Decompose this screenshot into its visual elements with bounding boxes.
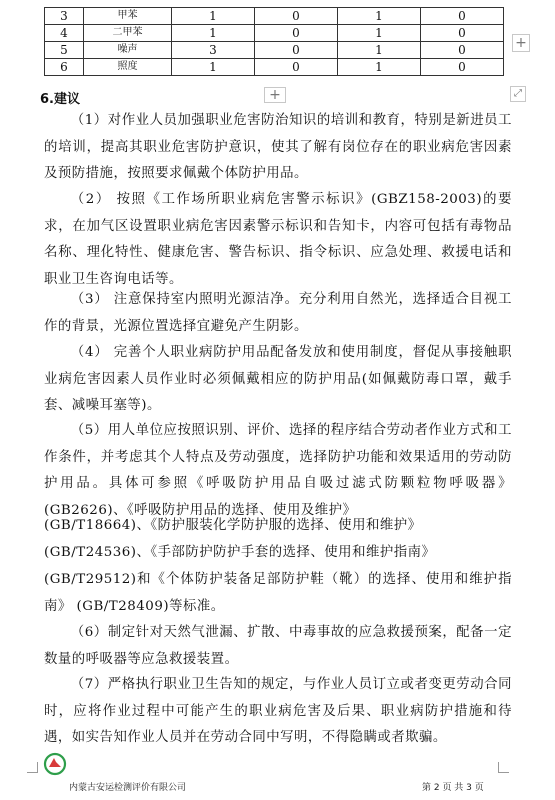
table-cell: 噪声: [84, 42, 172, 59]
paragraph-7: （7）严格执行职业卫生告知的规定，与作业人员订立或者变更劳动合同时，应将作业过程中可能产生的职业病危害及后果、职业病防护措施和待遇，如实告知作业人员并在劳动合同中写明，不得隐瞒或者欺骗。: [44, 677, 512, 745]
table-cell: 1: [338, 8, 421, 25]
table-cell: 1: [172, 8, 255, 25]
table-cell: 0: [255, 25, 338, 42]
table-row: [45, 42, 504, 59]
paragraph-1: （1）对作业人员加强职业危害防治知识的培训和教育，特别是新进员工的培训，提高其职业危害防护意识，使其了解有岗位存在的职业病危害因素及预防措施，按照要求佩戴个体防护用品。: [44, 113, 512, 181]
table-cell: 1: [172, 25, 255, 42]
table-cell: 0: [421, 42, 504, 59]
add-row-button[interactable]: [264, 87, 286, 103]
table-row: [45, 8, 504, 25]
table-cell: 甲苯: [84, 8, 172, 25]
table-cell: 4: [45, 25, 84, 42]
paragraph-3: （3） 注意保持室内照明光源洁净。充分利用自然光，选择适合目视工作的背景，光源位置选择宜避免产生阴影。: [44, 292, 512, 334]
table-row: [45, 25, 504, 42]
company-logo: [42, 752, 68, 776]
plus-icon: +: [515, 35, 527, 51]
add-column-button[interactable]: [512, 34, 530, 52]
footer-company: 内蒙古安运检测评价有限公司: [69, 783, 187, 793]
table-cell: 0: [255, 59, 338, 76]
table-cell: 0: [255, 42, 338, 59]
table-cell: 1: [338, 42, 421, 59]
table-cell: 3: [45, 8, 84, 25]
footer-page-number: 第 2 页 共 3 页: [422, 783, 484, 793]
crop-mark: [27, 762, 38, 773]
table-cell: 0: [255, 8, 338, 25]
table-resize-handle[interactable]: [510, 86, 526, 102]
paragraph-5-cont-1: (GB/T18664)、《防护服装化学防护服的选择、使用和维护》: [44, 518, 422, 533]
table-cell: 0: [421, 25, 504, 42]
table-cell: 照度: [84, 59, 172, 76]
table-cell: 6: [45, 59, 84, 76]
results-table: [44, 7, 504, 76]
table-cell: 1: [338, 25, 421, 42]
resize-icon: ⤢: [514, 88, 522, 99]
table-row: [45, 59, 504, 76]
paragraph-5: （5）用人单位应按照识别、评价、选择的程序结合劳动者作业方式和工作条件，并考虑其个人特点及劳动强度，选择防护功能和效果适用的劳动防护用品。具体可参照《呼吸防护用品自吸过滤式防颗粒物呼吸器》 (GB2626)、《呼吸防护用品的选择、使用及维护》: [44, 423, 512, 518]
paragraph-5-cont-3: (GB/T29512)和《个体防护装备足部防护鞋（靴）的选择、使用和维护指南》 (GB/T28409)等标准。: [44, 572, 512, 614]
table-cell: 0: [421, 8, 504, 25]
table-cell: 5: [45, 42, 84, 59]
paragraph-5-cont-2: (GB/T24536)、《手部防护防护手套的选择、使用和维护指南》: [44, 545, 436, 560]
table-cell: 1: [338, 59, 421, 76]
section-heading: 6.建议: [40, 92, 80, 107]
paragraph-4: （4） 完善个人职业病防护用品配备发放和使用制度，督促从事接触职业病危害因素人员作业时必须佩戴相应的防护用品(如佩戴防毒口罩，戴手套、减噪耳塞等)。: [44, 345, 512, 413]
crop-mark: [498, 762, 509, 773]
table-cell: 0: [421, 59, 504, 76]
paragraph-6: （6）制定针对天然气泄漏、扩散、中毒事故的应急救援预案，配备一定数量的呼吸器等应急救援装置。: [44, 625, 512, 667]
plus-icon: +: [269, 87, 281, 103]
paragraph-2: （2） 按照《工作场所职业病危害警示标识》(GBZ158-2003)的要求，在加气区设置职业病危害因素警示标识和告知卡，内容可包括有毒物品名称、理化特性、健康危害、警告标识、指令标识、应急处理、救援电话和职业卫生咨询电话等。: [44, 192, 512, 287]
table-cell: 1: [172, 59, 255, 76]
table-cell: 二甲苯: [84, 25, 172, 42]
table-cell: 3: [172, 42, 255, 59]
